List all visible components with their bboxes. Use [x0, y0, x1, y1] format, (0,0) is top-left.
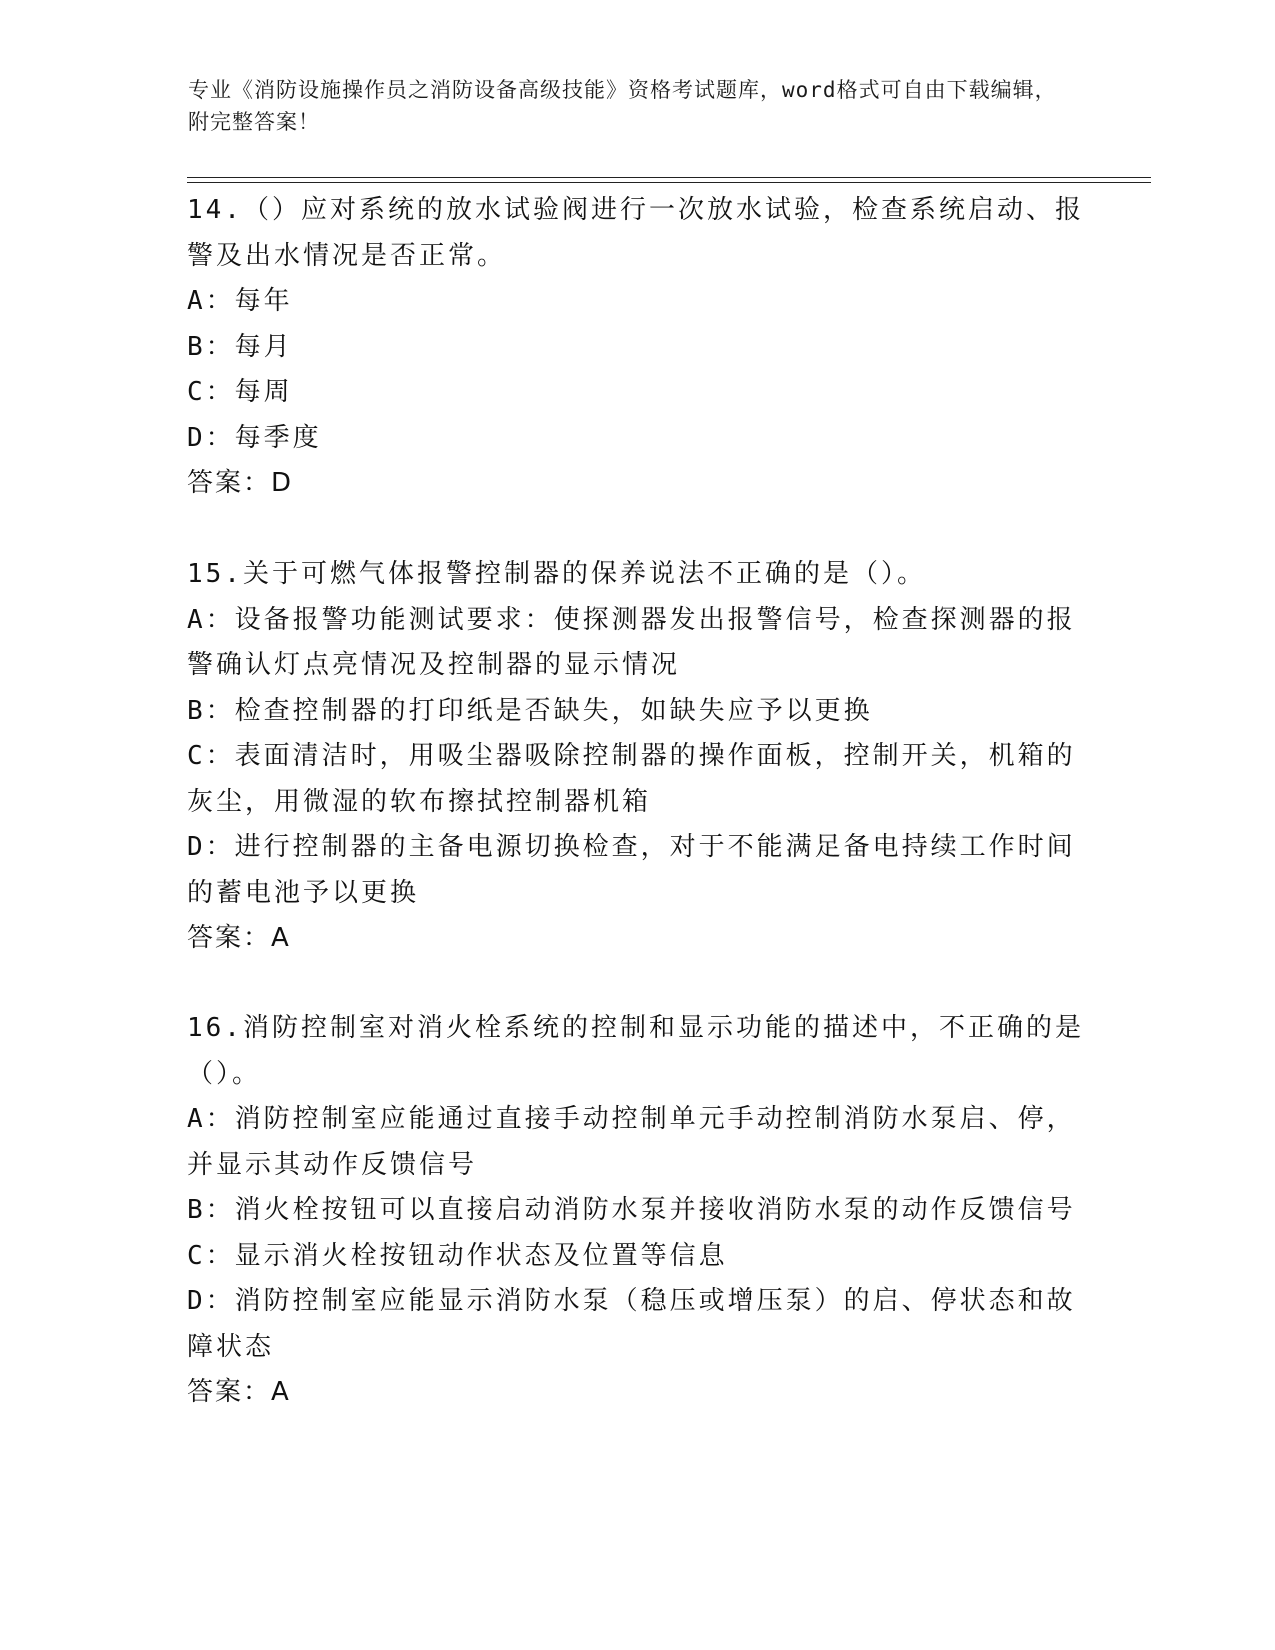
option-a: A：每年	[187, 286, 293, 316]
question-stem: 15.关于可燃气体报警控制器的保养说法不正确的是（）。	[187, 559, 926, 589]
answer: 答案：A	[187, 923, 291, 953]
option-c: C：每周	[187, 377, 293, 407]
header-rule-top	[187, 177, 1151, 178]
option-d: D：进行控制器的主备电源切换检查，对于不能满足备电持续工作时间的蓄电池予以更换	[187, 832, 1076, 908]
document-header: 专业《消防设施操作员之消防设备高级技能》资格考试题库，word格式可自由下载编辑，附完整答案！	[188, 78, 1057, 134]
question-14	[187, 188, 1087, 507]
answer: 答案：A	[187, 1377, 291, 1407]
option-a: A：消防控制室应能通过直接手动控制单元手动控制消防水泵启、停，并显示其动作反馈信号	[187, 1104, 1076, 1180]
option-b: B：检查控制器的打印纸是否缺失，如缺失应予以更换	[187, 695, 873, 726]
answer: 答案：D	[187, 468, 294, 498]
option-d: D：消防控制室应能显示消防水泵（稳压或增压泵）的启、停状态和故障状态	[187, 1286, 1076, 1362]
option-c: C：表面清洁时，用吸尘器吸除控制器的操作面板，控制开关，机箱的灰尘，用微湿的软布擦拭控制器机箱	[187, 741, 1076, 817]
option-c: C：显示消火栓按钮动作状态及位置等信息	[187, 1240, 728, 1271]
question-stem: 16.消防控制室对消火栓系统的控制和显示功能的描述中，不正确的是（）。	[187, 1013, 1084, 1089]
question-15	[187, 552, 1087, 962]
option-d: D：每季度	[187, 422, 322, 453]
option-b: B：每月	[187, 331, 293, 362]
option-b: B：消火栓按钮可以直接启动消防水泵并接收消防水泵的动作反馈信号	[187, 1195, 1076, 1225]
option-a: A：设备报警功能测试要求：使探测器发出报警信号，检查探测器的报警确认灯点亮情况及控制器的显示情况	[187, 604, 1076, 680]
question-stem: 14.（）应对系统的放水试验阀进行一次放水试验，检查系统启动、报警及出水情况是否正常。	[187, 195, 1084, 271]
question-16	[187, 1006, 1087, 1416]
header-rule-bottom	[187, 182, 1151, 183]
